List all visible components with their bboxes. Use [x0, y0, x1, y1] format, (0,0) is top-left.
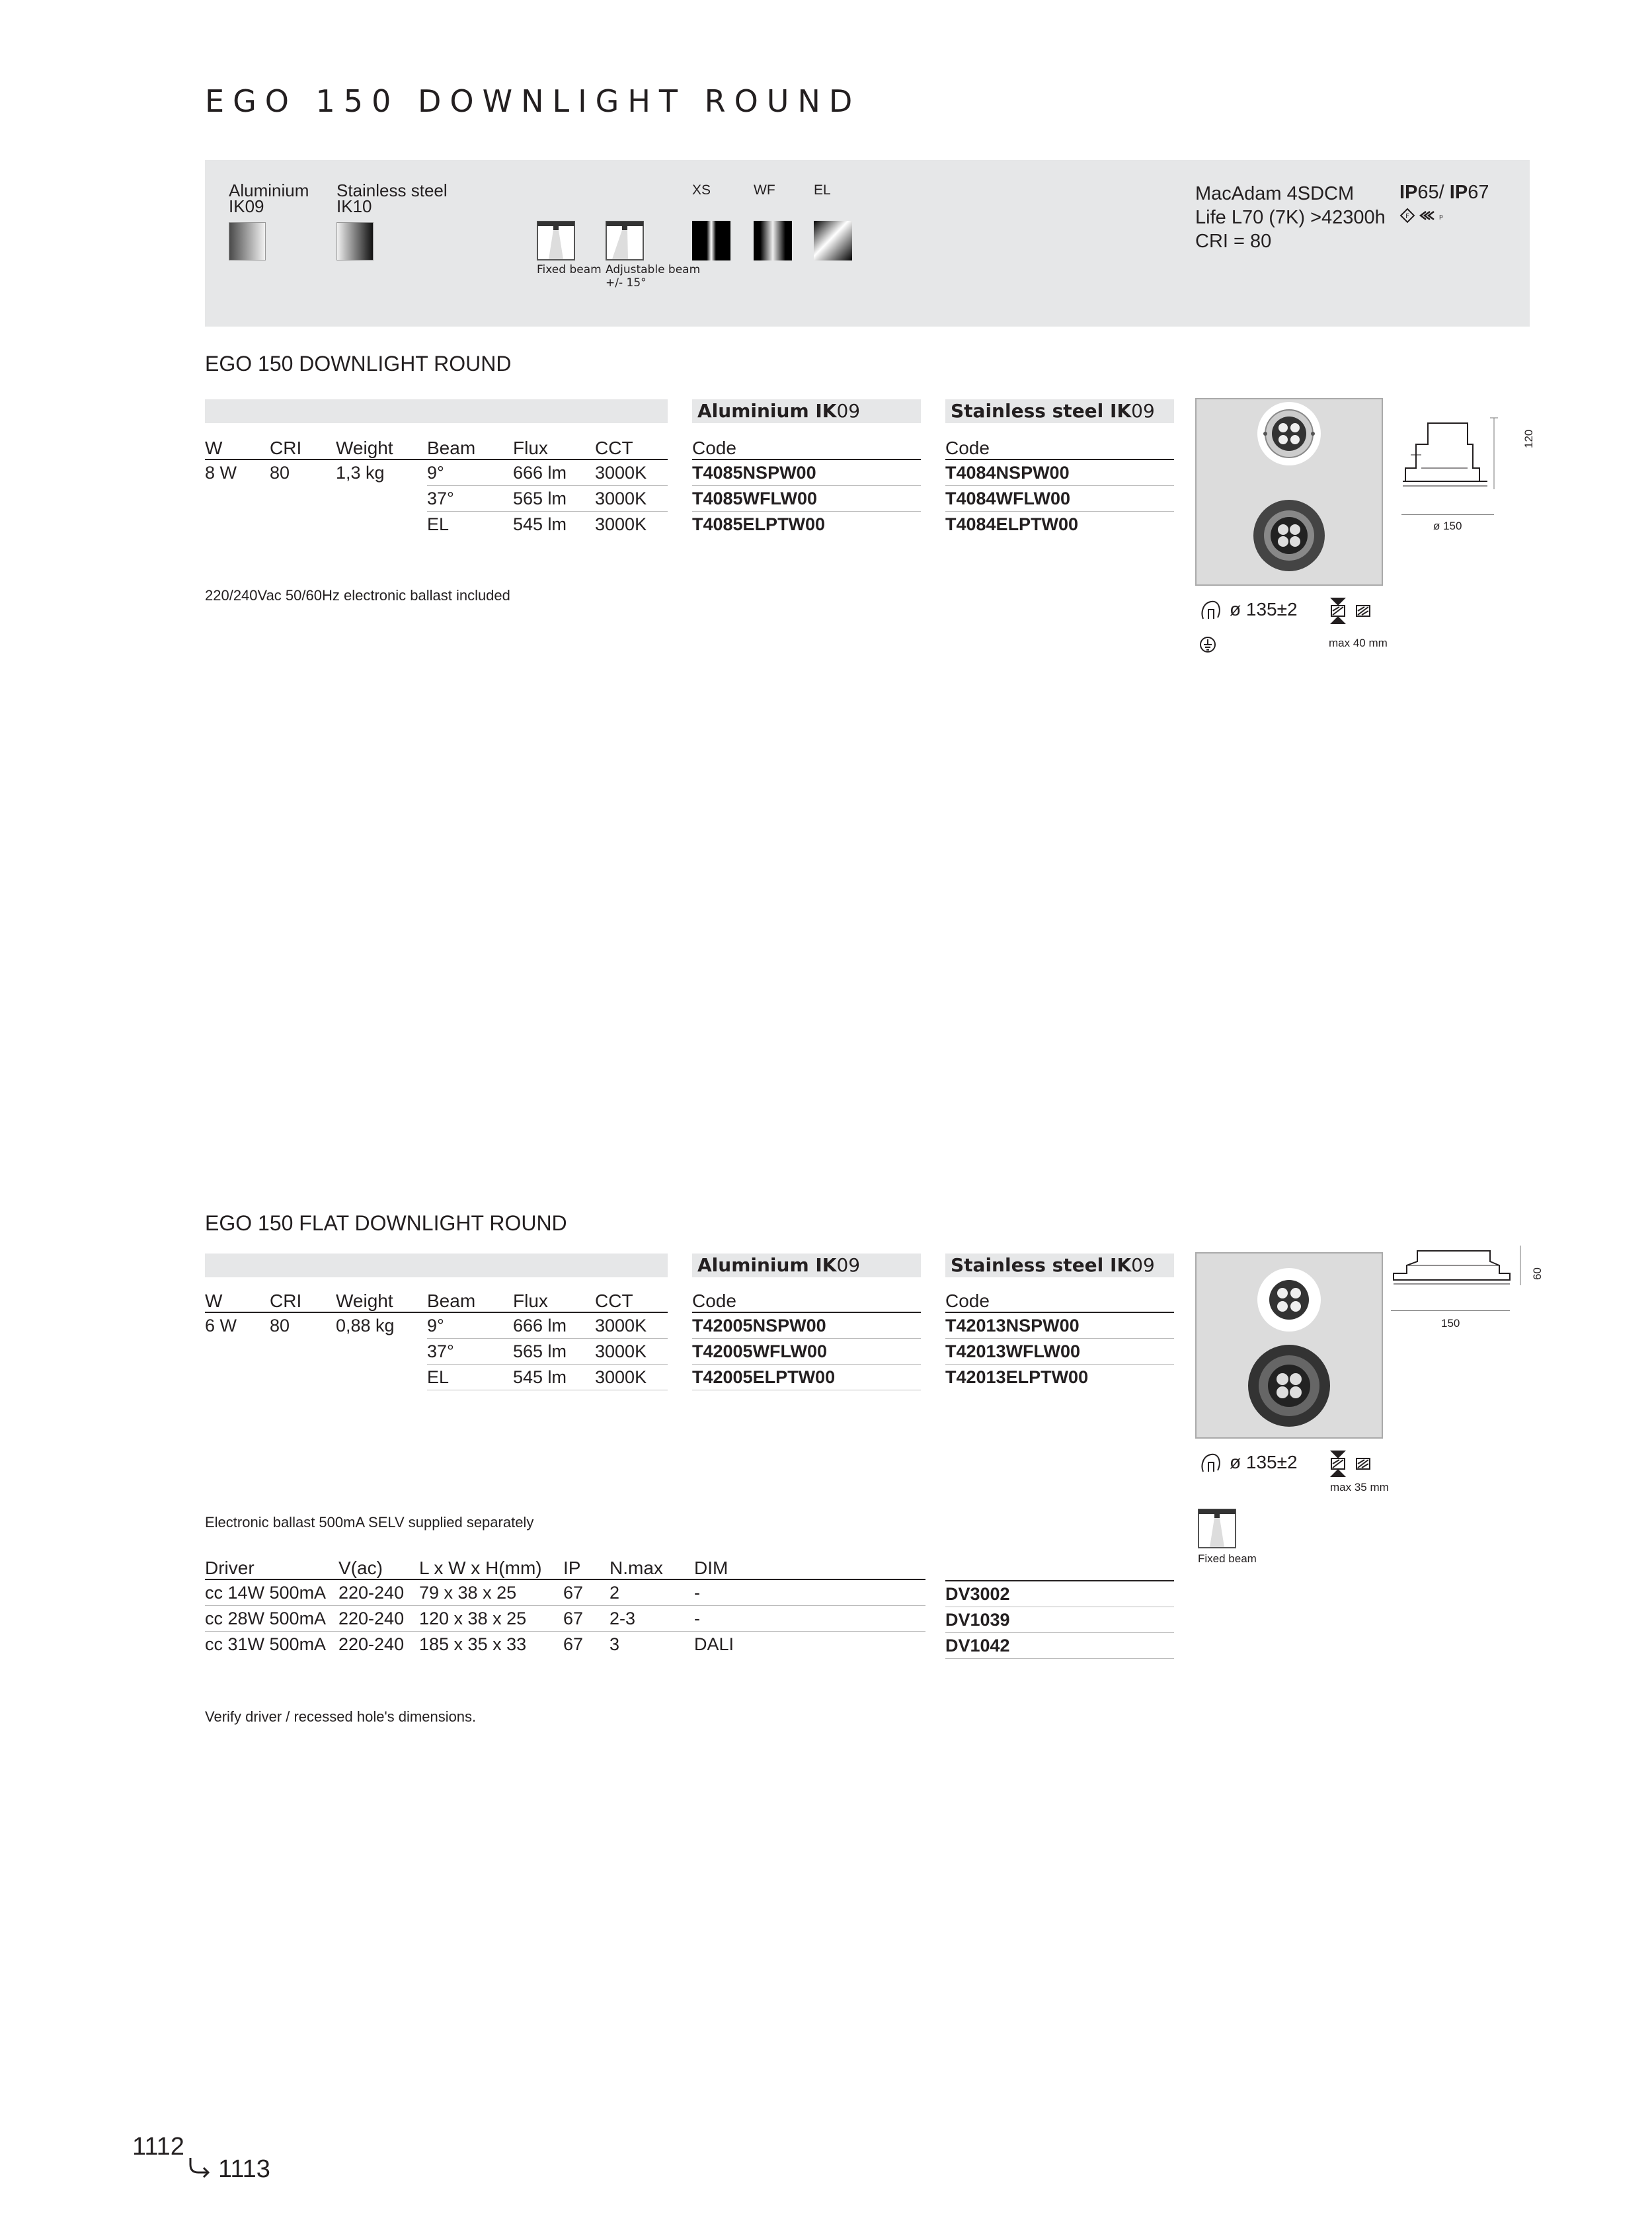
page-title: EGO 150 DOWNLIGHT ROUND	[205, 83, 861, 119]
dim-diameter-line	[1401, 514, 1494, 515]
recess-hole-icon	[1199, 1452, 1223, 1478]
svg-text:F: F	[1405, 213, 1409, 220]
section2-spec-table	[205, 1289, 668, 1390]
table-header: W CRI Weight Beam Flux CCT	[205, 1289, 668, 1312]
table-row: T4084NSPW00	[945, 459, 1174, 486]
table-row: T42013ELPTW00	[945, 1367, 1089, 1387]
table-row: DV1039	[945, 1607, 1174, 1633]
optic-xs-icon	[692, 221, 730, 260]
section2-steel-bar: Stainless steel IK09	[945, 1254, 1174, 1277]
section1-product-photo	[1195, 398, 1383, 586]
optic-xs-label: XS	[692, 182, 711, 198]
table-row: cc 28W 500mA 220-240 120 x 38 x 25 67 2-3 -	[205, 1606, 925, 1632]
driver-codes	[945, 1580, 1174, 1659]
driver-table	[205, 1556, 925, 1657]
material-stainless: Stainless steel IK10	[336, 180, 448, 216]
table-row: EL 545 lm 3000K	[427, 514, 647, 534]
section2-spec-bar	[205, 1254, 668, 1277]
section1-alu-bar: Aluminium IK09	[692, 399, 921, 423]
section2-title: EGO 150 FLAT DOWNLIGHT ROUND	[205, 1211, 567, 1235]
fixed-beam-icon	[1198, 1509, 1236, 1548]
recess-hole-icon	[1199, 599, 1223, 625]
dim-height-label: 120	[1522, 429, 1535, 448]
section1-steel-codes: Code T4084NSPW00 T4084WFLW00 T4084ELPTW00	[945, 436, 1174, 537]
section2-alu-codes: Code T42005NSPW00 T42005WFLW00 T42005ELPTW00	[692, 1289, 921, 1390]
dim-diameter-label: ø 150	[1433, 520, 1462, 532]
stainless-finish-swatch	[336, 222, 374, 260]
table-row: T42005WFLW00	[692, 1339, 921, 1365]
page-number: 1112	[132, 2133, 184, 2161]
verify-note: Verify driver / recessed hole's dimensions.	[205, 1708, 477, 1725]
table-row: DV1042	[945, 1633, 1174, 1659]
table-row: T42013NSPW00	[945, 1312, 1174, 1339]
section2-steel-codes: Code T42013NSPW00 T42013WFLW00 T42013ELPTW00	[945, 1289, 1174, 1390]
optic-wf-label: WF	[754, 182, 775, 198]
section2-max-depth: max 35 mm	[1330, 1481, 1389, 1493]
fixed-beam-label: Fixed beam	[1198, 1552, 1257, 1565]
earth-ground-icon	[1199, 636, 1216, 656]
optic-wf-icon	[754, 221, 792, 260]
table-row: T4085WFLW00	[692, 486, 921, 512]
table-row: T4085NSPW00	[692, 459, 921, 486]
section2-note: Electronic ballast 500mA SELV supplied separately	[205, 1514, 534, 1531]
section1-spec-bar	[205, 399, 668, 423]
table-row: T42005ELPTW00	[692, 1365, 921, 1390]
table-header: W CRI Weight Beam Flux CCT	[205, 436, 668, 459]
table-row: T4085ELPTW00	[692, 514, 826, 534]
table-row: 37° 565 lm 3000K	[205, 486, 668, 512]
section2-alu-bar: Aluminium IK09	[692, 1254, 921, 1277]
ip-rating: IP65/ IP67	[1399, 182, 1489, 203]
dim-height-label: 60	[1531, 1267, 1544, 1280]
dim-diameter-line	[1391, 1310, 1510, 1311]
material-aluminium: Aluminium IK09	[229, 180, 309, 216]
section2-cutout: ø 135±2	[1230, 1452, 1298, 1472]
table-row: 8 W 80 1,3 kg 9° 666 lm 3000K	[205, 459, 668, 486]
fixed-beam-label: Fixed beam	[537, 263, 602, 276]
section2-technical-drawing	[1391, 1246, 1523, 1301]
section1-technical-drawing	[1401, 415, 1501, 504]
next-page-arrow-icon[interactable]	[186, 2157, 212, 2182]
ceiling-thickness-icon	[1327, 1449, 1372, 1481]
table-row: T4084WFLW00	[945, 486, 1174, 512]
optic-el-label: EL	[814, 182, 831, 198]
section1-steel-bar: Stainless steel IK09	[945, 399, 1174, 423]
table-row: EL 545 lm 3000K	[205, 1365, 668, 1390]
section1-cutout: ø 135±2	[1230, 599, 1298, 619]
light-specs: MacAdam 4SDCM Life L70 (7K) >42300h CRI = 80	[1195, 183, 1386, 252]
table-row: 6 W 80 0,88 kg 9° 666 lm 3000K	[205, 1312, 668, 1339]
optic-el-icon	[814, 221, 852, 260]
table-header: Driver V(ac) L x W x H(mm) IP N.max DIM	[205, 1556, 925, 1579]
section1-max-depth: max 40 mm	[1329, 637, 1388, 649]
next-page-link[interactable]: 1113	[218, 2155, 270, 2183]
table-row: cc 14W 500mA 220-240 79 x 38 x 25 67 2 -	[205, 1579, 925, 1606]
section1-title: EGO 150 DOWNLIGHT ROUND	[205, 352, 512, 376]
adjustable-beam-icon	[606, 221, 644, 260]
section1-alu-codes: Code T4085NSPW00 T4085WFLW00 T4085ELPTW00	[692, 436, 921, 537]
aluminium-finish-swatch	[229, 222, 266, 260]
table-row: T4084ELPTW00	[945, 514, 1079, 534]
svg-text:p: p	[1439, 214, 1443, 220]
fixed-beam-icon	[537, 221, 575, 260]
table-row: T42013WFLW00	[945, 1339, 1174, 1365]
ceiling-thickness-icon	[1327, 596, 1372, 628]
certification-icons	[1399, 208, 1452, 226]
dim-diameter-label: 150	[1441, 1317, 1460, 1330]
section1-spec-table	[205, 436, 668, 537]
table-row: DV3002	[945, 1581, 1174, 1607]
table-row: 37° 565 lm 3000K	[205, 1339, 668, 1365]
table-row: T42005NSPW00	[692, 1312, 921, 1339]
table-row: cc 31W 500mA 220-240 185 x 35 x 33 67 3 DALI	[205, 1634, 734, 1654]
section1-note: 220/240Vac 50/60Hz electronic ballast included	[205, 587, 510, 604]
adjustable-beam-label: Adjustable beam +/- 15°	[606, 263, 701, 290]
section2-product-photo	[1195, 1252, 1383, 1439]
